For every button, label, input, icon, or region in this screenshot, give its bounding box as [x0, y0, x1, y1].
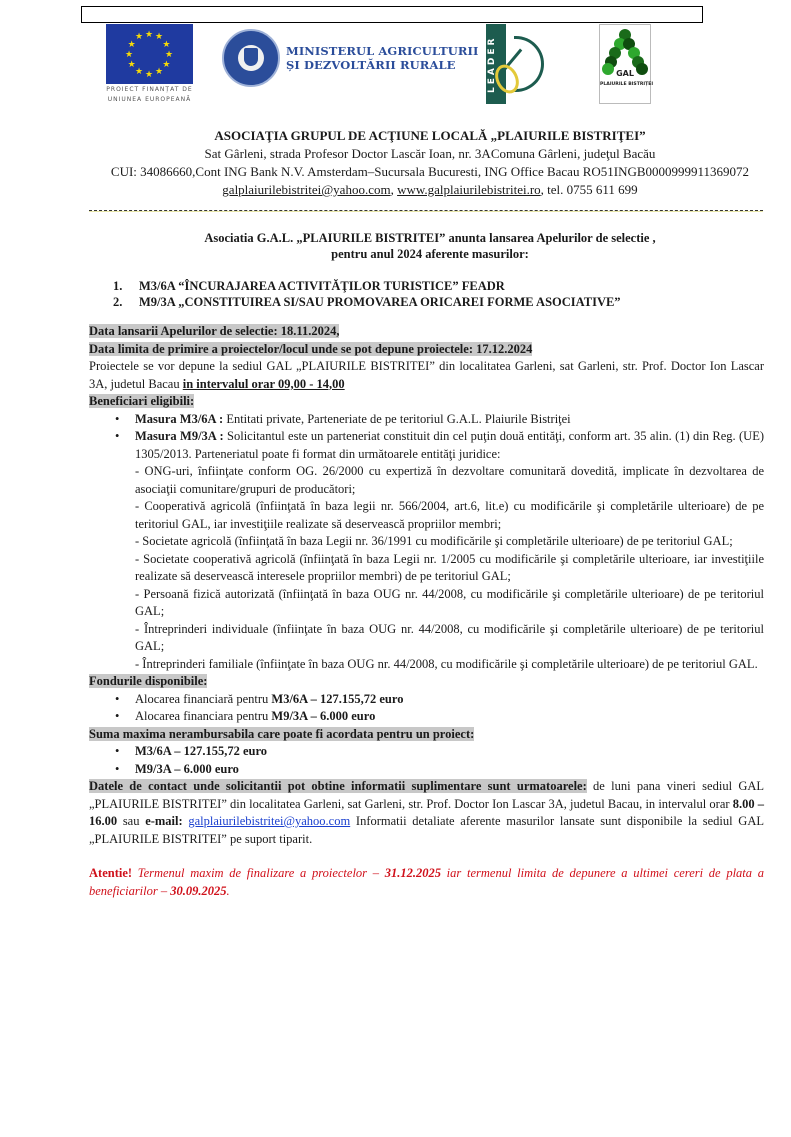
ministry-name-line1: MINISTERUL AGRICULTURII	[286, 44, 479, 58]
entity-item: - Cooperativă agricolă (înfiinţată în baza legii nr. 566/2004, art.6, lit.e) cu modificările şi completările ulterioare) de pe teritoriul GAL, iar investiţiile realizate să deservească propriilor membri;	[135, 499, 764, 531]
contact-email-link[interactable]: galplaiurilebistritei@yahoo.com	[188, 814, 351, 828]
contact-heading: Datele de contact unde solicitantii pot obtine informatii suplimentare sunt urmatoarele:	[89, 779, 587, 793]
gal-logo-subtitle: PLAIURILE BISTRIȚEI	[600, 82, 654, 87]
eu-star-icon: ★	[125, 48, 134, 59]
eu-star-icon: ★	[145, 28, 154, 39]
announcement-line1: Asociatia G.A.L. „PLAIURILE BISTRITEI” anunta lansarea Apelurilor de selectie ,	[204, 231, 656, 245]
gal-tree-icon	[602, 63, 614, 75]
eu-star-icon: ★	[145, 68, 154, 79]
submission-deadline: Data limita de primire a proiectelor/locul unde se pot depune proiectele: 17.12.2024	[89, 341, 533, 356]
list-item: • Masura M9/3A : Solicitantul este un parteneriat constituit din cel puţin două entităţi, conform art. 35 alin. (1) din Reg. (UE) 1305/2013. Parteneriatul poate fi format din următoarele entităţi juridice: - ONG-uri, înfiinţate conform OG. 26/2000 cu expertiză în dezvoltare comunitară dovedită, implicate în dezvoltarea de asociaţii comunitare/grupuri de producători; - Cooperativă agricolă (înfiinţată în baza legii nr. 566/2004, art.6, lit.e) cu modificările şi completările ulterioare) de pe teritoriul GAL, iar investiţiile realizate să deservească propriilor membri; - Societate agricolă (înfiinţată în baza Legii nr. 36/1991 cu modificările şi completările ulterioare) de pe teritoriul GAL; - Societate cooperativă agricolă (înfiinţată în baza Legii nr. 1/2005 cu modificările şi completările ulterioare, iar investiţiile realizate să deservească interesele propriilor membri) de pe teritoriul GAL; - Persoană fizică autorizată (înfiinţată în baza OUG nr. 44/2008, cu modificările şi completările ulterioare) de pe teritoriul GAL; - Întreprinderi individuale (înfiinţate în baza OUG nr. 44/2008, cu modificările şi completările ulterioare) de pe teritoriul GAL; - Întreprinderi familiale (înfiinţate în baza OUG nr. 44/2008, cu modificările şi completările ulterioare) de pe teritoriul GAL.	[89, 428, 764, 673]
eu-star-icon: ★	[162, 58, 171, 69]
eu-flag-icon	[106, 24, 193, 84]
leader-logo	[486, 24, 548, 104]
phone-number: , tel. 0755 611 699	[540, 182, 638, 197]
funds-list	[89, 691, 764, 726]
eu-caption-line2: UNIUNEA EUROPEANĂ	[107, 96, 192, 103]
submission-info: Proiectele se vor depune la sediul GAL „PLAIURILE BISTRITEI” din localitatea Garleni, sat Garleni, str. Prof. Doctor Ion Lascar 3A, judetul Bacau in intervalul orar 09,00 - 14,00	[89, 359, 764, 391]
measures-list	[113, 278, 621, 310]
warning-notice: Atentie! Termenul maxim de finalizare a proiectelor – 31.12.2025 iar termenul limita de depunere a ultimei cereri de plata a beneficiarilor – 30.09.2025.	[89, 866, 764, 898]
max-amount-list	[89, 743, 764, 778]
launch-date: Data lansarii Apelurilor de selectie: 18.11.2024,	[89, 324, 340, 338]
eu-star-icon: ★	[155, 31, 164, 42]
project-end-date: 31.12.2025	[384, 866, 441, 880]
ministry-name-line2: ȘI DEZVOLTĂRII RURALE	[286, 58, 456, 72]
eu-star-icon: ★	[155, 65, 164, 76]
gal-logo	[599, 24, 654, 104]
entity-item: - Societate cooperativă agricolă (înfiinţată în baza Legii nr. 1/2005 cu modificările şi completările ulterioare, iar investiţiile realizate să deservească interesele propriilor membri) de pe teritoriul GAL;	[135, 551, 764, 583]
organization-address: Sat Gârleni, strada Profesor Doctor Lascăr Ioan, nr. 3AComuna Gârleni, judeţul Bacău	[204, 146, 656, 161]
payment-deadline-date: 30.09.2025	[170, 883, 227, 898]
beneficiaries-heading: Beneficiari eligibili:	[89, 394, 195, 408]
gal-logo-name: GAL	[616, 69, 634, 78]
list-item: • M9/3A – 6.000 euro	[115, 761, 239, 776]
eu-star-icon: ★	[135, 65, 144, 76]
eu-star-icon: ★	[165, 48, 174, 59]
email-link[interactable]: galplaiurilebistritei@yahoo.com	[222, 182, 391, 197]
submission-hours: in intervalul orar 09,00 - 14,00	[182, 376, 345, 391]
beneficiaries-list	[89, 411, 764, 674]
announcement	[80, 230, 780, 262]
list-item: • Masura M3/6A : Entitati private, Parteneriate de pe teritoriul G.A.L. Plaiurile Bistriţei	[115, 411, 571, 426]
website-link[interactable]: www.galplaiurilebistritei.ro	[397, 182, 541, 197]
eu-star-icon: ★	[127, 38, 136, 49]
entity-item: - Întreprinderi individuale (înfiinţate în baza OUG nr. 44/2008, cu modificările şi completările ulterioare) de pe teritoriul GAL;	[135, 621, 764, 653]
funds-heading: Fondurile disponibile:	[89, 674, 208, 688]
contact-line	[80, 181, 780, 199]
entity-item: - ONG-uri, înfiinţate conform OG. 26/2000 cu expertiză în dezvoltare comunitară dovedită, implicate în dezvoltarea de asociaţii comunitare/grupuri de producători;	[135, 464, 764, 496]
entity-item: - Societate agricolă (înfiinţată în baza Legii nr. 36/1991 cu modificările şi completările ulterioare) de pe teritoriul GAL;	[135, 534, 733, 548]
logo-bar	[0, 24, 791, 104]
eu-caption-line1: PROIECT FINANȚAT DE	[106, 86, 193, 93]
document-body	[89, 323, 764, 900]
eu-star-icon: ★	[162, 38, 171, 49]
organization-name: ASOCIAŢIA GRUPUL DE ACŢIUNE LOCALĂ „PLAIURILE BISTRIŢEI”	[214, 128, 646, 143]
eu-star-icon: ★	[127, 58, 136, 69]
measure-item: 2. M9/3A „CONSTITUIREA SI/SAU PROMOVAREA ORICAREI FORME ASOCIATIVE”	[113, 295, 621, 309]
ministry-logo	[222, 28, 479, 88]
list-item: • Alocarea financiară pentru M3/6A – 127.155,72 euro	[115, 691, 404, 706]
leader-word: LEADER	[487, 35, 497, 93]
eu-star-icon: ★	[135, 31, 144, 42]
warning-label: Atentie!	[89, 866, 133, 880]
gal-tree-icon	[636, 63, 648, 75]
list-item: • M3/6A – 127.155,72 euro	[115, 744, 268, 758]
measure-item: 1. M3/6A “ÎNCURAJAREA ACTIVITĂŢILOR TURISTICE” FEADR	[113, 279, 505, 293]
max-amount-heading: Suma maxima nerambursabila care poate fi acordata pentru un proiect:	[89, 726, 475, 741]
list-item: • Alocarea financiara pentru M9/3A – 6.000 euro	[115, 709, 376, 723]
announcement-line2: pentru anul 2024 aferente masurilor:	[331, 247, 529, 261]
contact-hours: 8.00 – 16.00	[89, 796, 764, 828]
organization-bank-details: CUI: 34086660,Cont ING Bank N.V. Amsterdam–Sucursala Bucuresti, ING Office Bacau RO51INGB0000999911369072	[110, 164, 750, 179]
letterhead	[80, 127, 780, 199]
contact-info: Datele de contact unde solicitantii pot obtine informatii suplimentare sunt urmatoarele: de luni pana vineri sediul GAL „PLAIURILE BISTRITEI” din localitatea Garleni, sat Garleni, str. Prof. Doctor Ion Lascar 3A, judetul Bacau, in intervalul orar 8.00 – 16.00 sau e-mail: galplaiurilebistritei@yahoo.com Informatii detaliate aferente masurilor lansate sunt disponibile la sediul GAL „PLAIURILE BISTRITEI” pe suport tiparit.	[89, 779, 765, 846]
contact-separator: ,	[390, 182, 398, 197]
entity-item: - Persoană fizică autorizată (înfiinţată în baza OUG nr. 44/2008, cu modificările şi completările ulterioare) de pe teritoriul GAL;	[135, 586, 764, 618]
government-seal-icon	[222, 29, 280, 87]
entity-item: - Întreprinderi familiale (înfiinţate în baza OUG nr. 44/2008, cu modificările şi completările ulterioare) de pe teritoriul GAL.	[135, 656, 758, 671]
eu-logo	[106, 24, 193, 104]
empty-header-box	[81, 6, 703, 23]
